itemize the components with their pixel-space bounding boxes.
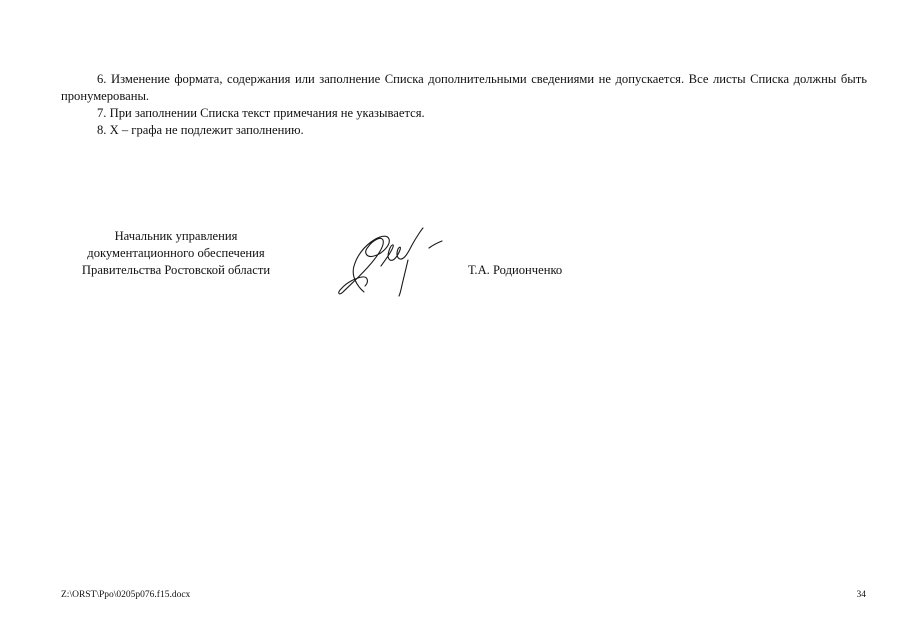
- document-body: [61, 71, 867, 139]
- paragraph-7: 7. При заполнении Списка текст примечания не указывается.: [97, 106, 425, 120]
- position-line-3: Правительства Ростовской области: [81, 263, 271, 277]
- handwritten-signature: [333, 220, 448, 298]
- signer-name: Т.А. Родионченко: [468, 263, 563, 277]
- paragraph-8: 8. X – графа не подлежит заполнению.: [97, 123, 304, 137]
- footer-file-path: Z:\ORST\Ppo\0205p076.f15.docx: [61, 590, 191, 600]
- signatory-position: [52, 228, 300, 279]
- page-number: 34: [856, 590, 866, 600]
- position-line-1: Начальник управления: [114, 229, 238, 243]
- position-line-2: документационного обеспечения: [87, 246, 265, 260]
- paragraph-6: 6. Изменение формата, содержания или заполнение Списка дополнительными сведениями не допускается. Все листы Списка должны быть пронумерованы.: [61, 72, 867, 103]
